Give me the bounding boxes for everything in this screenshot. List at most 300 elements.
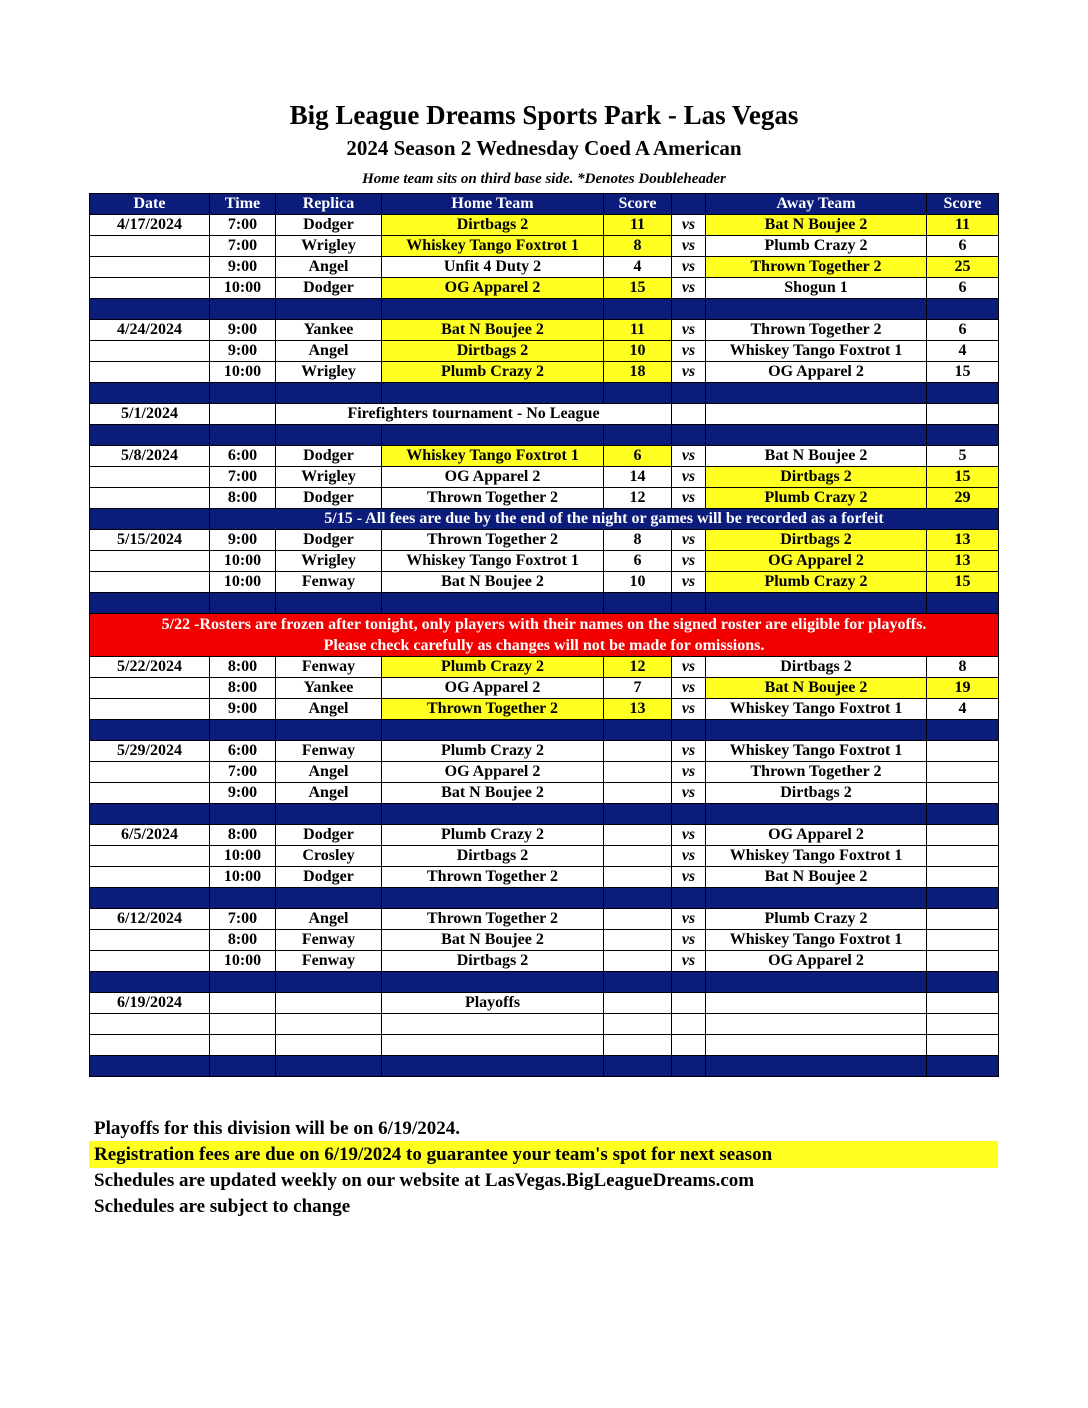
date-cell: 5/15/2024 bbox=[90, 530, 210, 551]
away-score-cell: 19 bbox=[927, 678, 999, 699]
away-score-cell: 15 bbox=[927, 467, 999, 488]
replica-field-cell: Wrigley bbox=[276, 236, 382, 257]
separator-cell bbox=[604, 972, 672, 993]
home-team-cell: Whiskey Tango Foxtrot 1 bbox=[382, 236, 604, 257]
separator-cell bbox=[90, 299, 210, 320]
time-cell: 6:00 bbox=[210, 446, 276, 467]
home-score-cell: 10 bbox=[604, 341, 672, 362]
away-team-cell: Dirtbags 2 bbox=[706, 657, 927, 678]
away-team-cell: Dirtbags 2 bbox=[706, 783, 927, 804]
separator-cell bbox=[90, 593, 210, 614]
separator-cell bbox=[672, 593, 706, 614]
separator-cell bbox=[90, 972, 210, 993]
away-score-cell bbox=[927, 993, 999, 1014]
replica-field-cell: Dodger bbox=[276, 488, 382, 509]
game-row bbox=[90, 467, 999, 488]
away-team-cell: Plumb Crazy 2 bbox=[706, 909, 927, 930]
home-score-cell: 7 bbox=[604, 678, 672, 699]
replica-field-cell: Wrigley bbox=[276, 362, 382, 383]
separator-row bbox=[90, 383, 999, 404]
separator-cell bbox=[276, 425, 382, 446]
away-team-cell: Bat N Boujee 2 bbox=[706, 678, 927, 699]
home-team-cell: OG Apparel 2 bbox=[382, 278, 604, 299]
game-row bbox=[90, 930, 999, 951]
col-away-score: Score bbox=[927, 194, 999, 215]
game-row bbox=[90, 951, 999, 972]
replica-field-cell bbox=[276, 1035, 382, 1056]
page-title: Big League Dreams Sports Park - Las Vegas bbox=[289, 100, 799, 130]
separator-cell bbox=[382, 299, 604, 320]
separator-cell bbox=[706, 888, 927, 909]
time-cell: 9:00 bbox=[210, 699, 276, 720]
date-cell bbox=[90, 341, 210, 362]
separator-cell bbox=[382, 383, 604, 404]
away-team-cell: Whiskey Tango Foxtrot 1 bbox=[706, 846, 927, 867]
away-team-cell: Whiskey Tango Foxtrot 1 bbox=[706, 699, 927, 720]
vs-cell: vs bbox=[672, 846, 706, 867]
home-score-cell: 12 bbox=[604, 657, 672, 678]
separator-cell bbox=[382, 1056, 604, 1077]
home-score-cell bbox=[604, 930, 672, 951]
home-score-cell bbox=[604, 846, 672, 867]
home-team-cell: Playoffs bbox=[382, 993, 604, 1014]
home-team-cell: Dirtbags 2 bbox=[382, 341, 604, 362]
game-row bbox=[90, 993, 999, 1014]
separator-cell bbox=[927, 888, 999, 909]
away-score-cell bbox=[927, 762, 999, 783]
separator-cell bbox=[706, 299, 927, 320]
vs-cell: vs bbox=[672, 257, 706, 278]
vs-cell: vs bbox=[672, 572, 706, 593]
separator-row bbox=[90, 888, 999, 909]
time-cell: 8:00 bbox=[210, 657, 276, 678]
separator-row bbox=[90, 425, 999, 446]
time-cell: 10:00 bbox=[210, 278, 276, 299]
away-score-cell: 4 bbox=[927, 699, 999, 720]
separator-cell bbox=[90, 425, 210, 446]
home-score-cell bbox=[604, 1014, 672, 1035]
vs-cell: vs bbox=[672, 488, 706, 509]
time-cell bbox=[210, 404, 276, 425]
vs-cell: vs bbox=[672, 278, 706, 299]
game-row bbox=[90, 551, 999, 572]
separator-cell bbox=[276, 720, 382, 741]
away-score-cell: 25 bbox=[927, 257, 999, 278]
time-cell: 9:00 bbox=[210, 341, 276, 362]
roster-alert-row bbox=[90, 614, 999, 657]
away-team-cell: Whiskey Tango Foxtrot 1 bbox=[706, 341, 927, 362]
separator-cell bbox=[604, 299, 672, 320]
date-cell: 5/29/2024 bbox=[90, 741, 210, 762]
home-team-cell: OG Apparel 2 bbox=[382, 762, 604, 783]
separator-cell bbox=[927, 383, 999, 404]
game-row bbox=[90, 278, 999, 299]
away-team-cell bbox=[706, 993, 927, 1014]
home-team-cell: Thrown Together 2 bbox=[382, 488, 604, 509]
footer-registration-note bbox=[89, 1141, 998, 1168]
replica-field-cell: Angel bbox=[276, 783, 382, 804]
replica-field-cell: Angel bbox=[276, 909, 382, 930]
date-cell bbox=[90, 783, 210, 804]
home-score-cell: 14 bbox=[604, 467, 672, 488]
away-team-cell: Thrown Together 2 bbox=[706, 257, 927, 278]
away-score-cell bbox=[927, 867, 999, 888]
away-score-cell bbox=[927, 930, 999, 951]
time-cell: 10:00 bbox=[210, 951, 276, 972]
replica-field-cell: Wrigley bbox=[276, 551, 382, 572]
date-cell bbox=[90, 762, 210, 783]
home-team-cell bbox=[382, 1035, 604, 1056]
vs-cell bbox=[672, 993, 706, 1014]
separator-cell bbox=[276, 804, 382, 825]
separator-cell bbox=[210, 593, 276, 614]
away-team-cell: Bat N Boujee 2 bbox=[706, 215, 927, 236]
date-cell: 5/1/2024 bbox=[90, 404, 210, 425]
away-team-cell: OG Apparel 2 bbox=[706, 362, 927, 383]
away-team-cell: Dirtbags 2 bbox=[706, 467, 927, 488]
vs-cell bbox=[672, 1035, 706, 1056]
separator-cell bbox=[672, 383, 706, 404]
home-team-cell: Thrown Together 2 bbox=[382, 867, 604, 888]
separator-cell bbox=[706, 593, 927, 614]
vs-cell bbox=[672, 404, 706, 425]
separator-cell bbox=[382, 593, 604, 614]
time-cell: 8:00 bbox=[210, 930, 276, 951]
home-score-cell: 8 bbox=[604, 236, 672, 257]
replica-field-cell: Wrigley bbox=[276, 467, 382, 488]
replica-field-cell: Dodger bbox=[276, 278, 382, 299]
away-team-cell: Plumb Crazy 2 bbox=[706, 236, 927, 257]
home-score-cell bbox=[604, 762, 672, 783]
game-row bbox=[90, 825, 999, 846]
vs-cell: vs bbox=[672, 909, 706, 930]
home-score-cell bbox=[604, 1035, 672, 1056]
home-score-cell bbox=[604, 867, 672, 888]
notice-spacer bbox=[90, 509, 210, 530]
separator-cell bbox=[672, 1056, 706, 1077]
time-cell bbox=[210, 993, 276, 1014]
date-cell bbox=[90, 236, 210, 257]
away-score-cell: 4 bbox=[927, 341, 999, 362]
home-score-cell: 10 bbox=[604, 572, 672, 593]
separator-cell bbox=[927, 1056, 999, 1077]
replica-field-cell: Angel bbox=[276, 257, 382, 278]
date-cell: 6/12/2024 bbox=[90, 909, 210, 930]
vs-cell: vs bbox=[672, 467, 706, 488]
away-score-cell: 29 bbox=[927, 488, 999, 509]
event-text: Firefighters tournament - No League bbox=[276, 404, 672, 425]
date-cell: 6/19/2024 bbox=[90, 993, 210, 1014]
schedule-table bbox=[89, 193, 999, 1077]
home-team-cell: Thrown Together 2 bbox=[382, 699, 604, 720]
replica-field-cell bbox=[276, 1014, 382, 1035]
away-team-cell: Thrown Together 2 bbox=[706, 320, 927, 341]
date-cell bbox=[90, 572, 210, 593]
col-home-score: Score bbox=[604, 194, 672, 215]
away-score-cell: 8 bbox=[927, 657, 999, 678]
replica-field-cell bbox=[276, 993, 382, 1014]
separator-cell bbox=[672, 888, 706, 909]
replica-field-cell: Crosley bbox=[276, 846, 382, 867]
time-cell: 7:00 bbox=[210, 762, 276, 783]
replica-field-cell: Dodger bbox=[276, 825, 382, 846]
away-score-cell: 6 bbox=[927, 320, 999, 341]
replica-field-cell: Yankee bbox=[276, 320, 382, 341]
separator-cell bbox=[927, 720, 999, 741]
separator-cell bbox=[90, 1056, 210, 1077]
game-row bbox=[90, 846, 999, 867]
time-cell: 7:00 bbox=[210, 909, 276, 930]
separator-cell bbox=[927, 804, 999, 825]
separator-cell bbox=[90, 804, 210, 825]
separator-cell bbox=[604, 383, 672, 404]
separator-cell bbox=[210, 1056, 276, 1077]
home-score-cell: 15 bbox=[604, 278, 672, 299]
away-score-cell: 15 bbox=[927, 362, 999, 383]
game-row bbox=[90, 446, 999, 467]
away-team-cell: Plumb Crazy 2 bbox=[706, 572, 927, 593]
away-team-cell: OG Apparel 2 bbox=[706, 551, 927, 572]
table-header-row bbox=[90, 194, 999, 215]
away-team-cell bbox=[706, 404, 927, 425]
schedule-note: Home team sits on third base side. *Denotes Doubleheader bbox=[362, 171, 726, 187]
home-score-cell: 8 bbox=[604, 530, 672, 551]
footer-website-text: Schedules are updated weekly on our website at LasVegas.BigLeagueDreams.com bbox=[94, 1170, 755, 1191]
vs-cell: vs bbox=[672, 678, 706, 699]
away-score-cell: 13 bbox=[927, 551, 999, 572]
separator-cell bbox=[672, 972, 706, 993]
home-team-cell: Plumb Crazy 2 bbox=[382, 825, 604, 846]
home-score-cell: 13 bbox=[604, 699, 672, 720]
separator-cell bbox=[210, 972, 276, 993]
separator-cell bbox=[90, 383, 210, 404]
date-cell bbox=[90, 678, 210, 699]
home-score-cell bbox=[604, 825, 672, 846]
separator-cell bbox=[210, 383, 276, 404]
game-row bbox=[90, 867, 999, 888]
time-cell: 9:00 bbox=[210, 783, 276, 804]
separator-cell bbox=[382, 804, 604, 825]
separator-cell bbox=[382, 972, 604, 993]
vs-cell: vs bbox=[672, 867, 706, 888]
replica-field-cell: Dodger bbox=[276, 530, 382, 551]
away-score-cell bbox=[927, 404, 999, 425]
home-score-cell bbox=[604, 993, 672, 1014]
separator-cell bbox=[276, 383, 382, 404]
game-row bbox=[90, 741, 999, 762]
vs-cell: vs bbox=[672, 699, 706, 720]
date-cell bbox=[90, 488, 210, 509]
game-row bbox=[90, 362, 999, 383]
game-row bbox=[90, 215, 999, 236]
home-team-cell: Bat N Boujee 2 bbox=[382, 572, 604, 593]
time-cell: 9:00 bbox=[210, 320, 276, 341]
home-team-cell: OG Apparel 2 bbox=[382, 678, 604, 699]
replica-field-cell: Angel bbox=[276, 341, 382, 362]
replica-field-cell: Fenway bbox=[276, 930, 382, 951]
time-cell: 7:00 bbox=[210, 467, 276, 488]
home-score-cell: 6 bbox=[604, 446, 672, 467]
home-team-cell: Whiskey Tango Foxtrot 1 bbox=[382, 551, 604, 572]
away-score-cell bbox=[927, 909, 999, 930]
game-row bbox=[90, 320, 999, 341]
time-cell: 10:00 bbox=[210, 362, 276, 383]
fee-notice-text: 5/15 - All fees are due by the end of the night or games will be recorded as a forfeit bbox=[210, 509, 999, 530]
separator-cell bbox=[210, 888, 276, 909]
home-score-cell bbox=[604, 741, 672, 762]
col-away-team: Away Team bbox=[706, 194, 927, 215]
col-date: Date bbox=[90, 194, 210, 215]
away-team-cell: OG Apparel 2 bbox=[706, 951, 927, 972]
home-score-cell bbox=[604, 783, 672, 804]
footer-registration-text: Registration fees are due on 6/19/2024 to guarantee your team's spot for next season bbox=[94, 1144, 773, 1165]
vs-cell: vs bbox=[672, 446, 706, 467]
separator-cell bbox=[927, 425, 999, 446]
replica-field-cell: Angel bbox=[276, 762, 382, 783]
game-row bbox=[90, 1014, 999, 1035]
time-cell: 10:00 bbox=[210, 551, 276, 572]
away-score-cell bbox=[927, 1014, 999, 1035]
separator-cell bbox=[927, 972, 999, 993]
roster-alert bbox=[90, 614, 999, 657]
replica-field-cell: Yankee bbox=[276, 678, 382, 699]
home-score-cell: 11 bbox=[604, 215, 672, 236]
roster-alert-line2: Please check carefully as changes will not be made for omissions. bbox=[323, 637, 765, 654]
separator-row bbox=[90, 1056, 999, 1077]
game-row bbox=[90, 762, 999, 783]
game-row bbox=[90, 236, 999, 257]
time-cell: 9:00 bbox=[210, 530, 276, 551]
away-score-cell: 13 bbox=[927, 530, 999, 551]
date-cell: 5/8/2024 bbox=[90, 446, 210, 467]
col-vs bbox=[672, 194, 706, 215]
vs-cell: vs bbox=[672, 236, 706, 257]
separator-cell bbox=[672, 804, 706, 825]
page-subtitle: 2024 Season 2 Wednesday Coed A American bbox=[346, 136, 742, 160]
home-team-cell bbox=[382, 1014, 604, 1035]
separator-cell bbox=[604, 720, 672, 741]
col-replica: Replica bbox=[276, 194, 382, 215]
date-cell bbox=[90, 278, 210, 299]
time-cell bbox=[210, 1014, 276, 1035]
away-score-cell: 6 bbox=[927, 236, 999, 257]
separator-cell bbox=[276, 299, 382, 320]
separator-cell bbox=[706, 972, 927, 993]
separator-cell bbox=[382, 888, 604, 909]
separator-cell bbox=[276, 1056, 382, 1077]
home-team-cell: Plumb Crazy 2 bbox=[382, 741, 604, 762]
separator-cell bbox=[706, 1056, 927, 1077]
home-score-cell: 11 bbox=[604, 320, 672, 341]
separator-cell bbox=[210, 804, 276, 825]
vs-cell: vs bbox=[672, 783, 706, 804]
replica-field-cell: Dodger bbox=[276, 867, 382, 888]
separator-cell bbox=[382, 720, 604, 741]
away-score-cell bbox=[927, 741, 999, 762]
date-cell: 4/24/2024 bbox=[90, 320, 210, 341]
home-team-cell: Bat N Boujee 2 bbox=[382, 320, 604, 341]
away-score-cell: 11 bbox=[927, 215, 999, 236]
separator-cell bbox=[604, 1056, 672, 1077]
home-team-cell: Bat N Boujee 2 bbox=[382, 930, 604, 951]
away-team-cell: Whiskey Tango Foxtrot 1 bbox=[706, 741, 927, 762]
away-score-cell: 15 bbox=[927, 572, 999, 593]
away-team-cell: Shogun 1 bbox=[706, 278, 927, 299]
separator-cell bbox=[672, 720, 706, 741]
vs-cell bbox=[672, 1014, 706, 1035]
separator-cell bbox=[276, 972, 382, 993]
vs-cell: vs bbox=[672, 762, 706, 783]
date-cell: 5/22/2024 bbox=[90, 657, 210, 678]
vs-cell: vs bbox=[672, 362, 706, 383]
separator-cell bbox=[210, 425, 276, 446]
separator-cell bbox=[210, 299, 276, 320]
time-cell: 7:00 bbox=[210, 215, 276, 236]
vs-cell: vs bbox=[672, 951, 706, 972]
game-row bbox=[90, 1035, 999, 1056]
separator-cell bbox=[90, 888, 210, 909]
home-score-cell bbox=[604, 909, 672, 930]
separator-cell bbox=[382, 425, 604, 446]
footer-playoffs-text: Playoffs for this division will be on 6/19/2024. bbox=[94, 1118, 460, 1139]
date-cell: 4/17/2024 bbox=[90, 215, 210, 236]
time-cell: 6:00 bbox=[210, 741, 276, 762]
separator-cell bbox=[604, 804, 672, 825]
separator-cell bbox=[672, 425, 706, 446]
game-row bbox=[90, 699, 999, 720]
away-team-cell: Whiskey Tango Foxtrot 1 bbox=[706, 930, 927, 951]
away-score-cell: 5 bbox=[927, 446, 999, 467]
date-cell bbox=[90, 951, 210, 972]
away-team-cell: OG Apparel 2 bbox=[706, 825, 927, 846]
home-team-cell: OG Apparel 2 bbox=[382, 467, 604, 488]
away-score-cell bbox=[927, 846, 999, 867]
separator-row bbox=[90, 972, 999, 993]
separator-cell bbox=[672, 299, 706, 320]
separator-row bbox=[90, 804, 999, 825]
time-cell: 8:00 bbox=[210, 488, 276, 509]
home-team-cell: Bat N Boujee 2 bbox=[382, 783, 604, 804]
separator-row bbox=[90, 593, 999, 614]
replica-field-cell: Fenway bbox=[276, 572, 382, 593]
away-team-cell: Bat N Boujee 2 bbox=[706, 446, 927, 467]
date-cell bbox=[90, 467, 210, 488]
home-team-cell: Dirtbags 2 bbox=[382, 951, 604, 972]
event-row bbox=[90, 404, 999, 425]
vs-cell: vs bbox=[672, 657, 706, 678]
date-cell bbox=[90, 551, 210, 572]
time-cell: 10:00 bbox=[210, 846, 276, 867]
separator-cell bbox=[706, 720, 927, 741]
separator-cell bbox=[604, 888, 672, 909]
date-cell bbox=[90, 257, 210, 278]
col-home-team: Home Team bbox=[382, 194, 604, 215]
date-cell: 6/5/2024 bbox=[90, 825, 210, 846]
separator-row bbox=[90, 720, 999, 741]
separator-cell bbox=[604, 593, 672, 614]
home-team-cell: Unfit 4 Duty 2 bbox=[382, 257, 604, 278]
vs-cell: vs bbox=[672, 320, 706, 341]
home-score-cell: 12 bbox=[604, 488, 672, 509]
game-row bbox=[90, 341, 999, 362]
away-team-cell bbox=[706, 1014, 927, 1035]
home-team-cell: Plumb Crazy 2 bbox=[382, 657, 604, 678]
game-row bbox=[90, 488, 999, 509]
game-row bbox=[90, 657, 999, 678]
date-cell bbox=[90, 362, 210, 383]
fee-notice-row bbox=[90, 509, 999, 530]
replica-field-cell: Fenway bbox=[276, 741, 382, 762]
